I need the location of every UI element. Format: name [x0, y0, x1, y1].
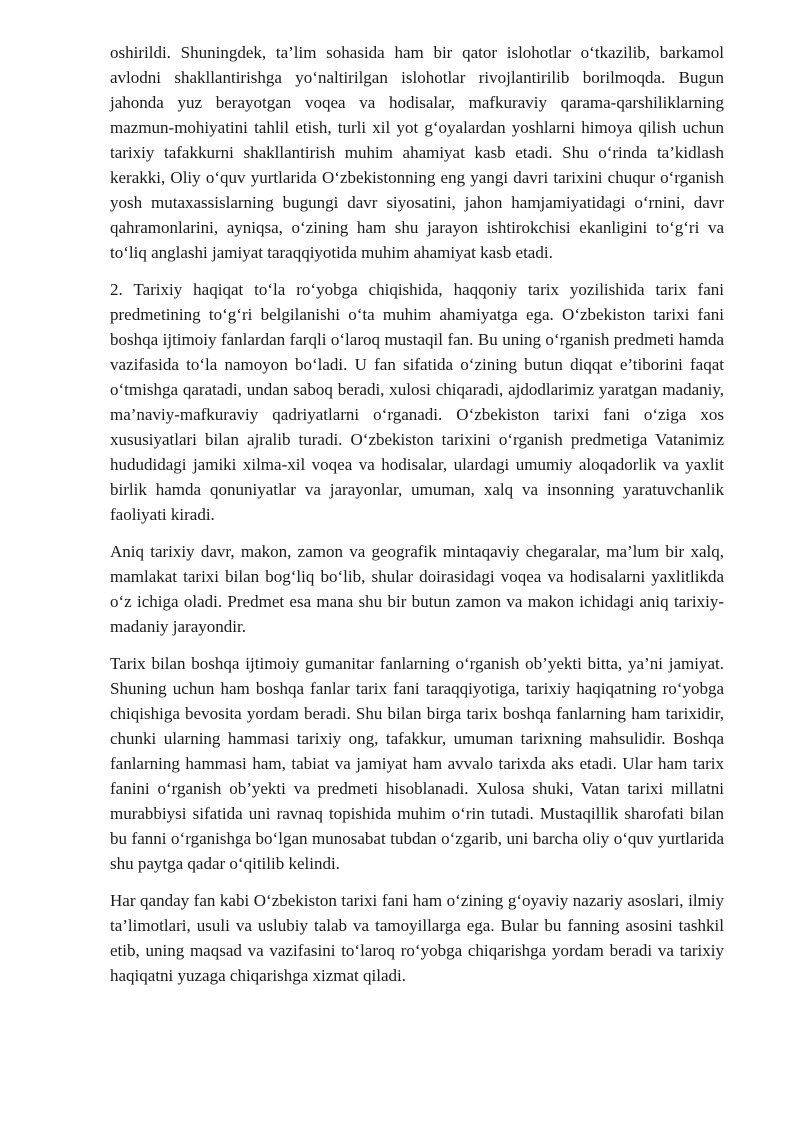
paragraph-subject-of-history: 2. Tarixiy haqiqat to‘la ro‘yobga chiqishida, haqqoniy tarix yozilishida tarix fani predmetining to‘g‘ri belgilanishi o‘ta muhim ahamiyatga ega. O‘zbekiston tarixi fani boshqa ijtimoiy fanlardan farqli o‘laroq mustaqil fan. Bu uning o‘rganish predmeti hamda vazifasida to‘la namoyon bo‘ladi. U fan sifatida o‘zining butun diqqat e’tiborini faqat o‘tmishga qaratadi, undan saboq beradi, xulosi chiqaradi, ajdodlarimiz yaratgan madaniy, ma’naviy-mafkuraviy qadriyatlarni o‘rganadi. O‘zbekiston tarixi fani o‘ziga xos xususiyatlari bilan ajralib turadi. O‘zbekiston tarixini o‘rganish predmetiga Vatanimiz hududidagi jamiki xilma-xil voqea va hodisalar, ulardagi umumiy aloqadorlik va yaxlit birlik hamda qonuniyatlar va jarayonlar, umuman, xalq va insonning yaratuvchanlik faoliyati kiradi.: [110, 280, 724, 524]
paragraph-history-and-other-sciences: Tarix bilan boshqa ijtimoiy gumanitar fanlarning o‘rganish ob’yekti bitta, ya’ni jamiyat. Shuning uchun ham boshqa fanlar tarix fani taraqqiyotiga, tarixiy haqiqatning ro‘yobga chiqishiga bevosita yordam beradi. Shu bilan birga tarix boshqa fanlarning ham tarixidir, chunki ularning hammasi tarixiy ong, tafakkur, umuman tarixning mahsulidir. Boshqa fanlarning hammasi ham, tabiat va jamiyat ham avvalo tarixda aks etadi. Ular ham tarix fanini o‘rganish ob’yekti va predmeti hisoblanadi. Xulosa shuki, Vatan tarixi millatni murabbiysi sifatida uni ravnaq topishida muhim o‘rin tutadi. Mustaqillik sharofati bilan bu fanni o‘rganishga bo‘lgan munosabat tubdan o‘zgarib, uni barcha oliy o‘quv yurtlarida shu paytga qadar o‘qitilib kelindi.: [110, 654, 724, 873]
document-page: [110, 40, 724, 1000]
paragraph-historical-period: Aniq tarixiy davr, makon, zamon va geografik mintaqaviy chegaralar, ma’lum bir xalq, mamlakat tarixi bilan bog‘liq bo‘lib, shular doirasidagi voqea va hodisalarni yaxlitlikda o‘z ichiga oladi. Predmet esa mana shu bir butun zamon va makon ichidagi aniq tarixiy-madaniy jarayondir.: [110, 542, 724, 636]
paragraph-theoretical-foundations: Har qanday fan kabi O‘zbekiston tarixi fani ham o‘zining g‘oyaviy nazariy asoslari, ilmiy ta’limotlari, usuli va uslubiy talab va tamoyillarga ega. Bular bu fanning asosini tashkil etib, uning maqsad va vazifasini to‘laroq ro‘yobga chiqarishga yordam beradi va tarixiy haqiqatni yuzaga chiqarishga xizmat qiladi.: [110, 891, 724, 985]
paragraph-education-reforms: oshirildi. Shuningdek, ta’lim sohasida ham bir qator islohotlar o‘tkazilib, barkamol avlodni shakllantirishga yo‘naltirilgan islohotlar rivojlantirilib borilmoqda. Bugun jahonda yuz berayotgan voqea va hodisalar, mafkuraviy qarama-qarshiliklarning mazmun-mohiyatini tahlil etish, turli xil yot g‘oyalardan yoshlarni himoya qilish uchun tarixiy tafakkurni shakllantirish muhim ahamiyat kasb etadi. Shu o‘rinda ta’kidlash kerakki, Oliy o‘quv yurtlarida O‘zbekistonning eng yangi davri tarixini chuqur o‘rganish yosh mutaxassislarning bugungi davr siyosatini, jahon hamjamiyatidagi o‘rnini, davr qahramonlarini, ayniqsa, o‘zining ham shu jarayon ishtirokchisi ekanligini to‘g‘ri va to‘liq anglashi jamiyat taraqqiyotida muhim ahamiyat kasb etadi.: [110, 43, 724, 262]
